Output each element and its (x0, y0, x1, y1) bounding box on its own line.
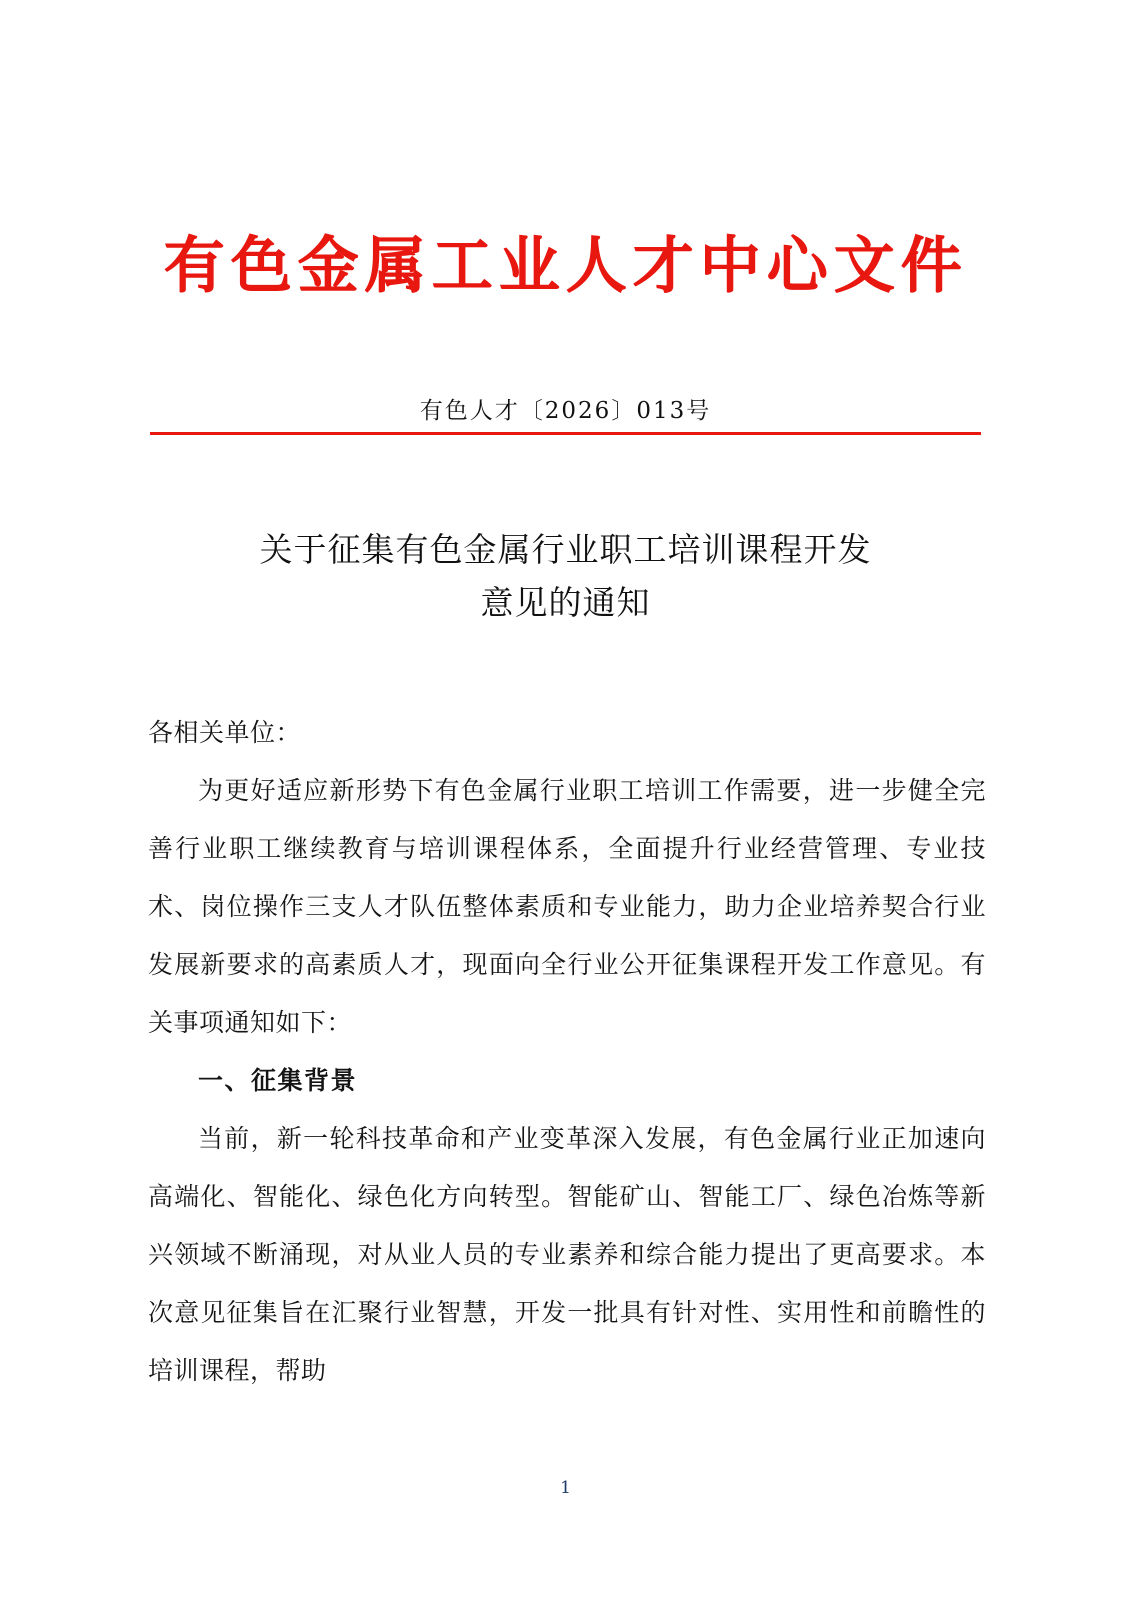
page-number: 1 (560, 1478, 571, 1498)
salutation: 各相关单位： (148, 718, 302, 747)
letterhead (150, 232, 981, 300)
document-title-line-2: 意见的通知 (480, 582, 651, 622)
section-heading-background: 一、征集背景 (198, 1066, 358, 1095)
section-background-paragraph: 当前，新一轮科技革命和产业变革深入发展，有色金属行业正加速向高端化、智能化、绿色化方向转型。智能矿山、智能工厂、绿色冶炼等新兴领域不断涌现，对从业人员的专业素养和综合能力提出了更高要求。本次意见征集旨在汇聚行业智慧，开发一批具有针对性、实用性和前瞻性的培训课程，帮助 (148, 1124, 986, 1385)
document-title (150, 524, 981, 630)
document-number: 有色人才〔2026〕013号 (419, 398, 712, 424)
document-body (148, 704, 986, 1400)
letterhead-title: 有色金属工业人才中心文件 (163, 230, 968, 301)
document-title-line-1: 关于征集有色金属行业职工培训课程开发 (259, 530, 872, 569)
intro-paragraph: 为更好适应新形势下有色金属行业职工培训工作需要，进一步健全完善行业职工继续教育与培训课程体系，全面提升行业经营管理、专业技术、岗位操作三支人才队伍整体素质和专业能力，助力企业培养契合行业发展新要求的高素质人才，现面向全行业公开征集课程开发工作意见。有关事项通知如下： (148, 776, 986, 1037)
red-divider-rule (150, 432, 981, 435)
